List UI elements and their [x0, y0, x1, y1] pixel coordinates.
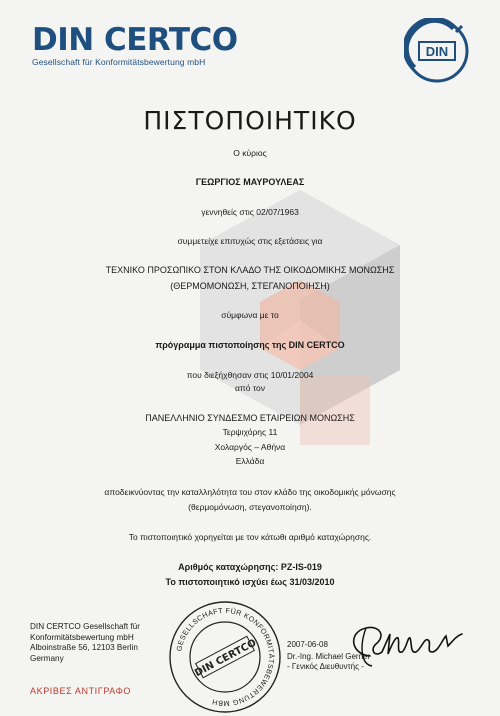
organization-city: Χολαργός – Αθήνα: [214, 442, 286, 452]
by-text: από τον: [234, 383, 266, 393]
salutation: Ο κύριος: [233, 148, 267, 158]
certificate-title: ΠΙΣΤΟΠΟΙΗΤΙΚΟ: [143, 106, 357, 135]
company-seal: [166, 598, 284, 716]
organization-country: Ελλάδα: [235, 456, 265, 466]
exact-copy-stamp: ΑΚΡΙΒΕΣ ΑΝΤΙΓΡΑΦΟ: [30, 686, 131, 696]
address-line-1: DIN CERTCO Gesellschaft für: [30, 622, 140, 631]
signer-block: [287, 652, 370, 672]
holder-name: ΓΕΩΡΓΙΟΣ ΜΑΥΡΟΥΛΕΑΣ: [195, 177, 305, 187]
address-line-3: Alboinstraße 56, 12103 Berlin: [30, 643, 138, 652]
signature-date: 2007-06-08: [287, 640, 328, 649]
validity-date: Το πιστοποιητικό ισχύει έως 31/03/2010: [165, 577, 335, 587]
organization-street: Τερψιχόρης 11: [222, 427, 278, 437]
birth-date: γεννηθείς στις 02/07/1963: [201, 207, 299, 217]
din-badge-icon: [404, 18, 470, 84]
din-certco-logo: [32, 24, 238, 67]
address-line-2: Konformitätsbewertung mbH: [30, 632, 134, 642]
participated-text: συμμετείχε επιτυχώς στις εξετάσεις για: [177, 236, 323, 246]
issuer-address: [30, 622, 140, 664]
logo-wordmark: DIN CERTCO: [32, 22, 238, 58]
badge-text: DIN: [425, 44, 449, 59]
according-text: σύμφωνα με το: [221, 310, 279, 320]
proving-line-2: (θερμομόνωση, στεγανοποίηση).: [188, 502, 312, 512]
field-line-2: (ΘΕΡΜΟΜΟΝΩΣΗ, ΣΤΕΓΑΝΟΠΟΙΗΣΗ): [170, 281, 330, 291]
exam-date: που διεξήχθησαν στις 10/01/2004: [186, 370, 314, 380]
signer-name: Dr.-Ing. Michael Gerner: [287, 652, 371, 661]
address-line-4: Germany: [30, 653, 64, 663]
granted-text: Το πιστοποιητικό χορηγείται με τον κάτωθι αριθμό καταχώρησης.: [128, 532, 372, 542]
organization-name: ΠΑΝΕΛΛΗΝΙΟ ΣΥΝΔΕΣΜΟ ΕΤΑΙΡΕΙΩΝ ΜΟΝΩΣΗΣ: [145, 413, 355, 423]
logo-subtitle: Gesellschaft für Konformitätsbewertung mbH: [32, 57, 206, 67]
signer-title: - Γενικός Διευθυντής -: [287, 662, 364, 671]
proving-line-1: αποδεικνύοντας την καταλληλότητα του στον κλάδο της οικοδομικής μόνωσης: [104, 487, 396, 497]
program-text: πρόγραμμα πιστοποίησης της DIN CERTCO: [155, 340, 345, 350]
field-line-1: ΤΕΧΝΙΚΟ ΠΡΟΣΩΠΙΚΟ ΣΤΟΝ ΚΛΑΔΟ ΤΗΣ ΟΙΚΟΔΟΜΙΚΗΣ ΜΟΝΩΣΗΣ: [105, 265, 395, 275]
seal-center-text: DIN CERTCO: [193, 637, 259, 680]
seal-ring-text: GESELLSCHAFT FÜR KONFORMITÄTSBEWERTUNG MBH: [174, 605, 277, 709]
registration-number: Αριθμός καταχώρησης: PZ-IS-019: [178, 562, 322, 572]
